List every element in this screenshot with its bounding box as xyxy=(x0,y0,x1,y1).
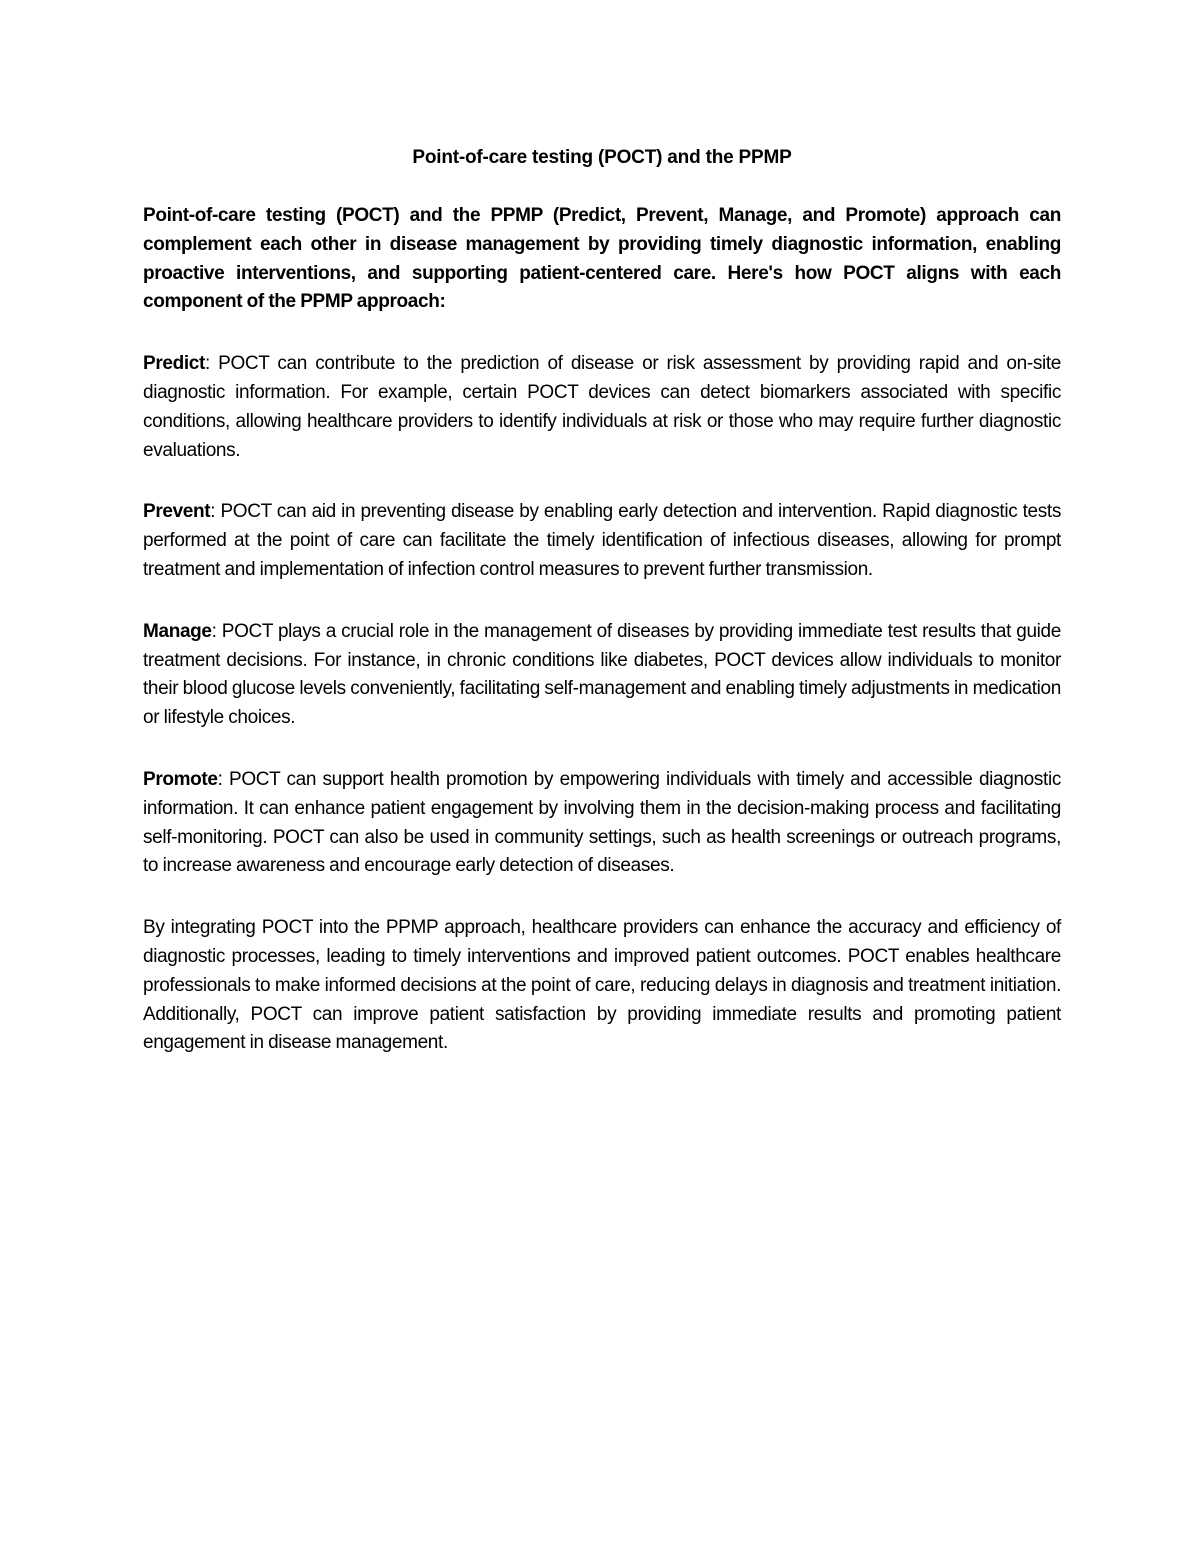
predict-paragraph xyxy=(143,350,1061,465)
manage-term: Manage xyxy=(143,620,212,642)
intro-paragraph: Point-of-care testing (POCT) and the PPMP (Predict, Prevent, Manage, and Promote) approach can complement each other in disease management by providing timely diagnostic information, enabling proactive interventions, and supporting patient-centered care. Here's how POCT aligns with each component of the PPMP approach: xyxy=(143,205,1061,313)
manage-text: : POCT plays a crucial role in the management of diseases by providing immediate test results that guide treatment decisions. For instance, in chronic conditions like diabetes, POCT devices allow individuals to monitor their blood glucose levels conveniently, facilitating self-management and enabling timely adjustments in medication or lifestyle choices. xyxy=(143,620,1061,729)
prevent-text: : POCT can aid in preventing disease by enabling early detection and intervention. Rapid diagnostic tests performed at the point of care can facilitate the timely identification of infectious diseases, allowing for prompt treatment and implementation of infection control measures to prevent further transmission. xyxy=(143,501,1061,580)
conclusion-paragraph: By integrating POCT into the PPMP approach, healthcare providers can enhance the accuracy and efficiency of diagnostic processes, leading to timely interventions and improved patient outcomes. POCT enables healthcare professionals to make informed decisions at the point of care, reducing delays in diagnosis and treatment initiation. Additionally, POCT can improve patient satisfaction by providing immediate results and promoting patient engagement in disease management. xyxy=(143,917,1061,1054)
predict-term: Predict xyxy=(143,353,205,375)
manage-paragraph xyxy=(143,618,1061,733)
prevent-paragraph xyxy=(143,498,1061,584)
prevent-term: Prevent xyxy=(143,501,211,523)
promote-paragraph xyxy=(143,766,1061,881)
document-body xyxy=(143,146,1061,1058)
predict-text: : POCT can contribute to the prediction of disease or risk assessment by providing rapid and on-site diagnostic information. For example, certain POCT devices can detect biomarkers associated with specific conditions, allowing healthcare providers to identify individuals at risk or those who may require further diagnostic evaluations. xyxy=(143,353,1061,461)
document-title: Point-of-care testing (POCT) and the PPMP xyxy=(412,147,792,168)
promote-term: Promote xyxy=(143,768,218,790)
promote-text: : POCT can support health promotion by empowering individuals with timely and accessible diagnostic information. It can enhance patient engagement by involving them in the decision-making process and facilitating self-monitoring. POCT can also be used in community settings, such as health screenings or outreach programs, to increase awareness and encourage early detection of diseases. xyxy=(143,768,1061,877)
